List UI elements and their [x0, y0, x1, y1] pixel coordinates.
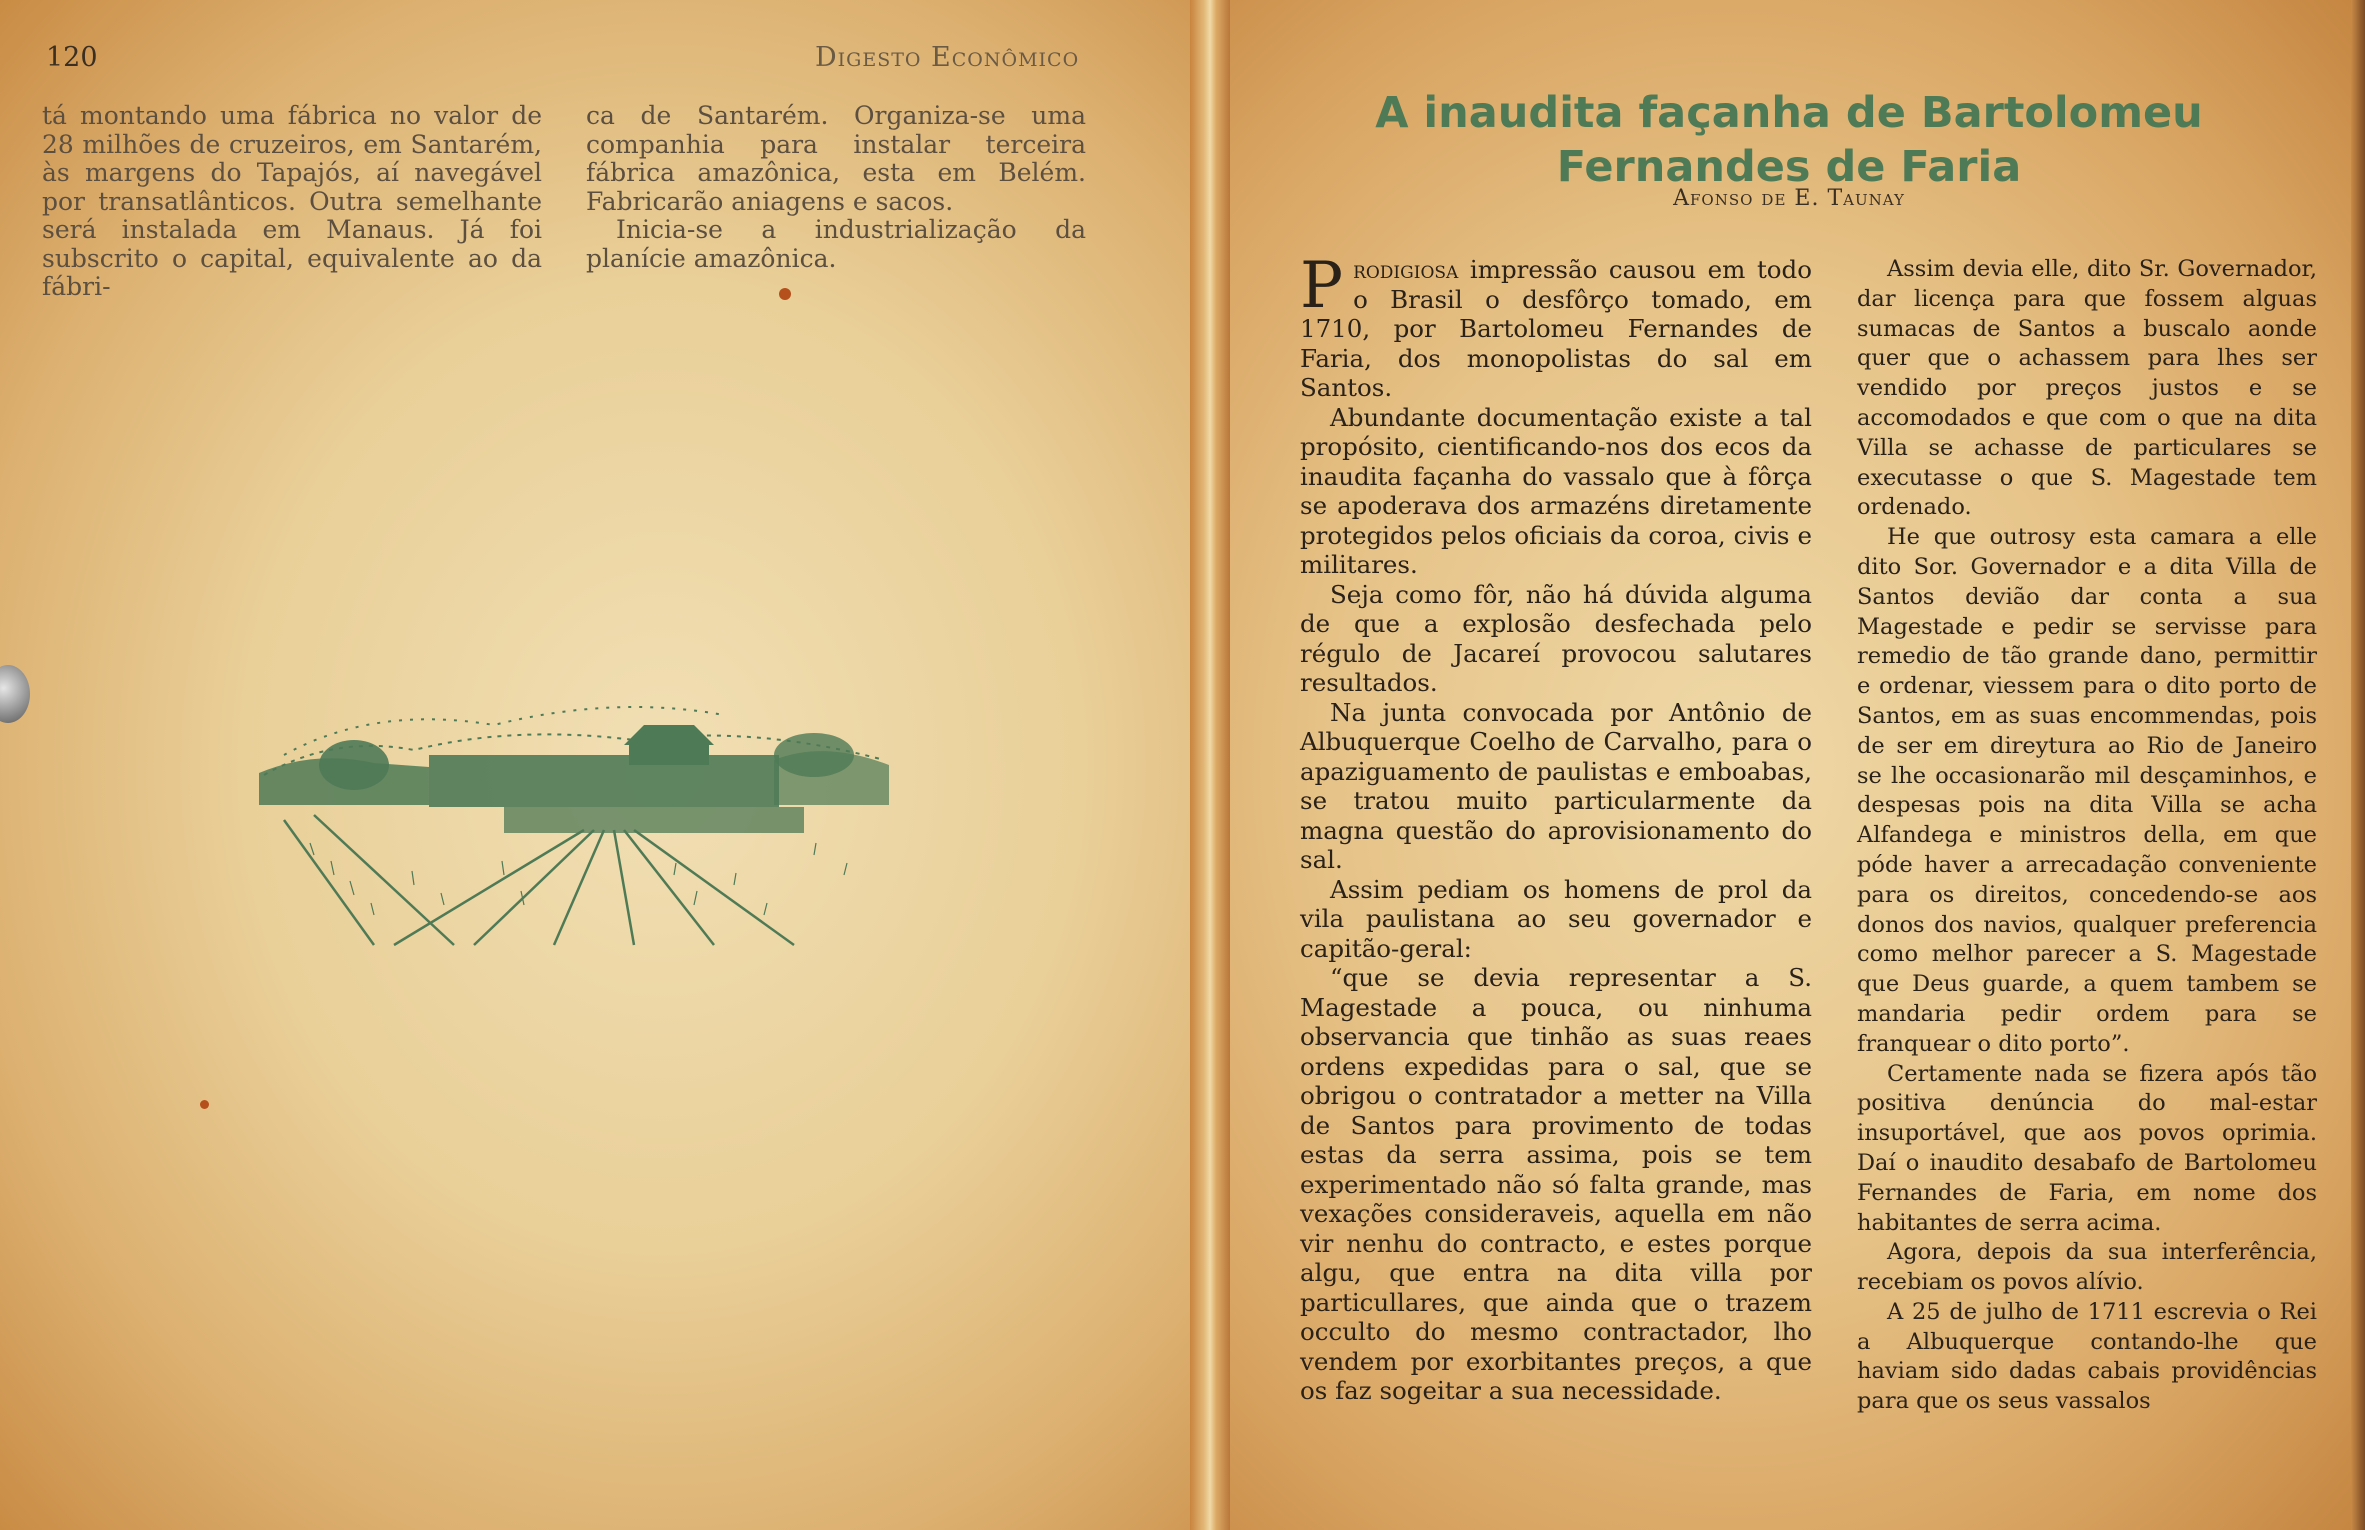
- left-col2-paragraph-2: Inicia-se a industrialização da planície amazônica.: [586, 215, 1086, 273]
- article-paragraph-6: Certamente nada se fizera após tão positiva denúncia do mal-estar insuportável, que aos povos oprimia. Daí o inaudito desabafo de Bartolomeu Fernandes de Faria, em nome dos habitantes de serra acima.: [1857, 1060, 2317, 1236]
- ink-spot: [779, 288, 791, 300]
- lead-smallcaps: rodigiosa: [1353, 255, 1459, 284]
- left-column-1: [42, 102, 542, 302]
- left-column-2: [586, 102, 1086, 273]
- left-col2-paragraph-1: ca de Santarém. Organiza-se uma companhia para instalar terceira fábrica amazônica, esta em Belém. Fabricarão aniagens e sacos.: [586, 101, 1086, 216]
- article-author: Afonso de E. Taunay: [1673, 186, 1905, 211]
- binding-rivet-icon: [0, 665, 30, 723]
- article-quote-continued-2: He que outrosy esta camara a elle dito Sor. Governador e a dita Villa de Santos devião dar conta a sua Magestade e pedir se servisse para remedio de tão grande dano, permittir e ordenar, viessem para o dito porto de Santos, em as suas encommendas, pois de ser em direytura ao Rio de Janeiro se lhe occasionarão mil desçaminhos, e despesas pois na dita Villa se acha Alfandega e ministros della, em que póde haver a arrecadação conveniente para os direitos, concedendo-se aos donos dos navios, qualquer preferencia como melhor parecer a S. Magestade que Deus guarde, a quem tambem se mandaria pedir ordem para se franquear o dito porto”.: [1857, 524, 2317, 1057]
- article-paragraph-4: Na junta convocada por Antônio de Albuquerque Coelho de Carvalho, para o apaziguamento de paulistas e emboabas, se tratou muito particularmente da magna questão do aprovisionamento do sal.: [1300, 697, 1812, 874]
- article-quote-continued-1: Assim devia elle, dito Sr. Governador, dar licença para que fossem alguas sumacas de Santos a buscalo aonde quer que o achassem para lhes ser vendido por preços justos e se accomodados e que com o que na dita Villa se achasse de particulares se executasse o que S. Magestade tem ordenado.: [1857, 256, 2317, 521]
- book-gutter: [1190, 0, 1230, 1530]
- article-paragraph-7: Agora, depois da sua interferência, recebiam os povos alívio.: [1857, 1239, 2317, 1296]
- article-column-2: [1857, 255, 2317, 1417]
- page-edge: [2351, 0, 2365, 1530]
- article-paragraph-3: Seja como fôr, não há dúvida alguma de que a explosão desfechada pelo régulo de Jacareí provocou salutares resultados.: [1300, 579, 1812, 697]
- left-col1-paragraph: tá montando uma fábrica no valor de 28 milhões de cruzeiros, em Santarém, às margens do Tapajós, aí navegável por transatlânticos. Outra semelhante será instalada em Manaus. Já foi subscrito o capital, equivalente ao da fábri-: [42, 101, 542, 301]
- page-number: 120: [46, 42, 98, 73]
- paragraph-1-text: impressão causou em todo o Brasil o desfôrço tomado, em 1710, por Bartolomeu Fernandes de Faria, dos monopolistas do sal em Santos.: [1300, 255, 1812, 402]
- article-title-line-1: A inaudita façanha de Bartolomeu: [1375, 88, 2203, 138]
- article-paragraph-5: Assim pediam os homens de prol da vila paulistana ao seu governador e capitão-geral:: [1300, 874, 1812, 963]
- article-column-1: [1300, 249, 1812, 1406]
- ink-spot: [200, 1100, 209, 1109]
- farm-landscape-illustration: [254, 655, 894, 955]
- article-quote: “que se devia representar a S. Magestade a pouca, ou ninhuma observancia que tinhão as suas reaes ordens expedidas para o sal, que se obrigou o contratador a metter na Villa de Santos para provimento de todas estas da serra assima, pois se tem experimentado não só falta grande, mas vexações consideraveis, aquella em não vir nenhu do contracto, e estes porque algu, que entra na dita villa por particullares, que ainda que o trazem occulto do mesmo contractador, lho vendem por exorbitantes preços, a que os faz sogeitar a sua necessidade.: [1300, 963, 1812, 1405]
- article-title: [1213, 86, 2365, 194]
- article-paragraph-1: [1300, 249, 1812, 403]
- running-head-journal: Digesto Econômico: [815, 42, 1080, 73]
- article-paragraph-8: A 25 de julho de 1711 escrevia o Rei a Albuquerque contando-lhe que haviam sido dadas cabais providências para que os seus vassalos: [1857, 1298, 2317, 1415]
- drop-cap: P: [1300, 249, 1344, 323]
- article-title-line-2: Fernandes de Faria: [1556, 142, 2022, 192]
- article-paragraph-2: Abundante documentação existe a tal propósito, cientificando-nos dos ecos da inaudita façanha do vassalo que à fôrça se apoderava dos armazéns diretamente protegidos pelos oficiais da coroa, civis e militares.: [1300, 402, 1812, 579]
